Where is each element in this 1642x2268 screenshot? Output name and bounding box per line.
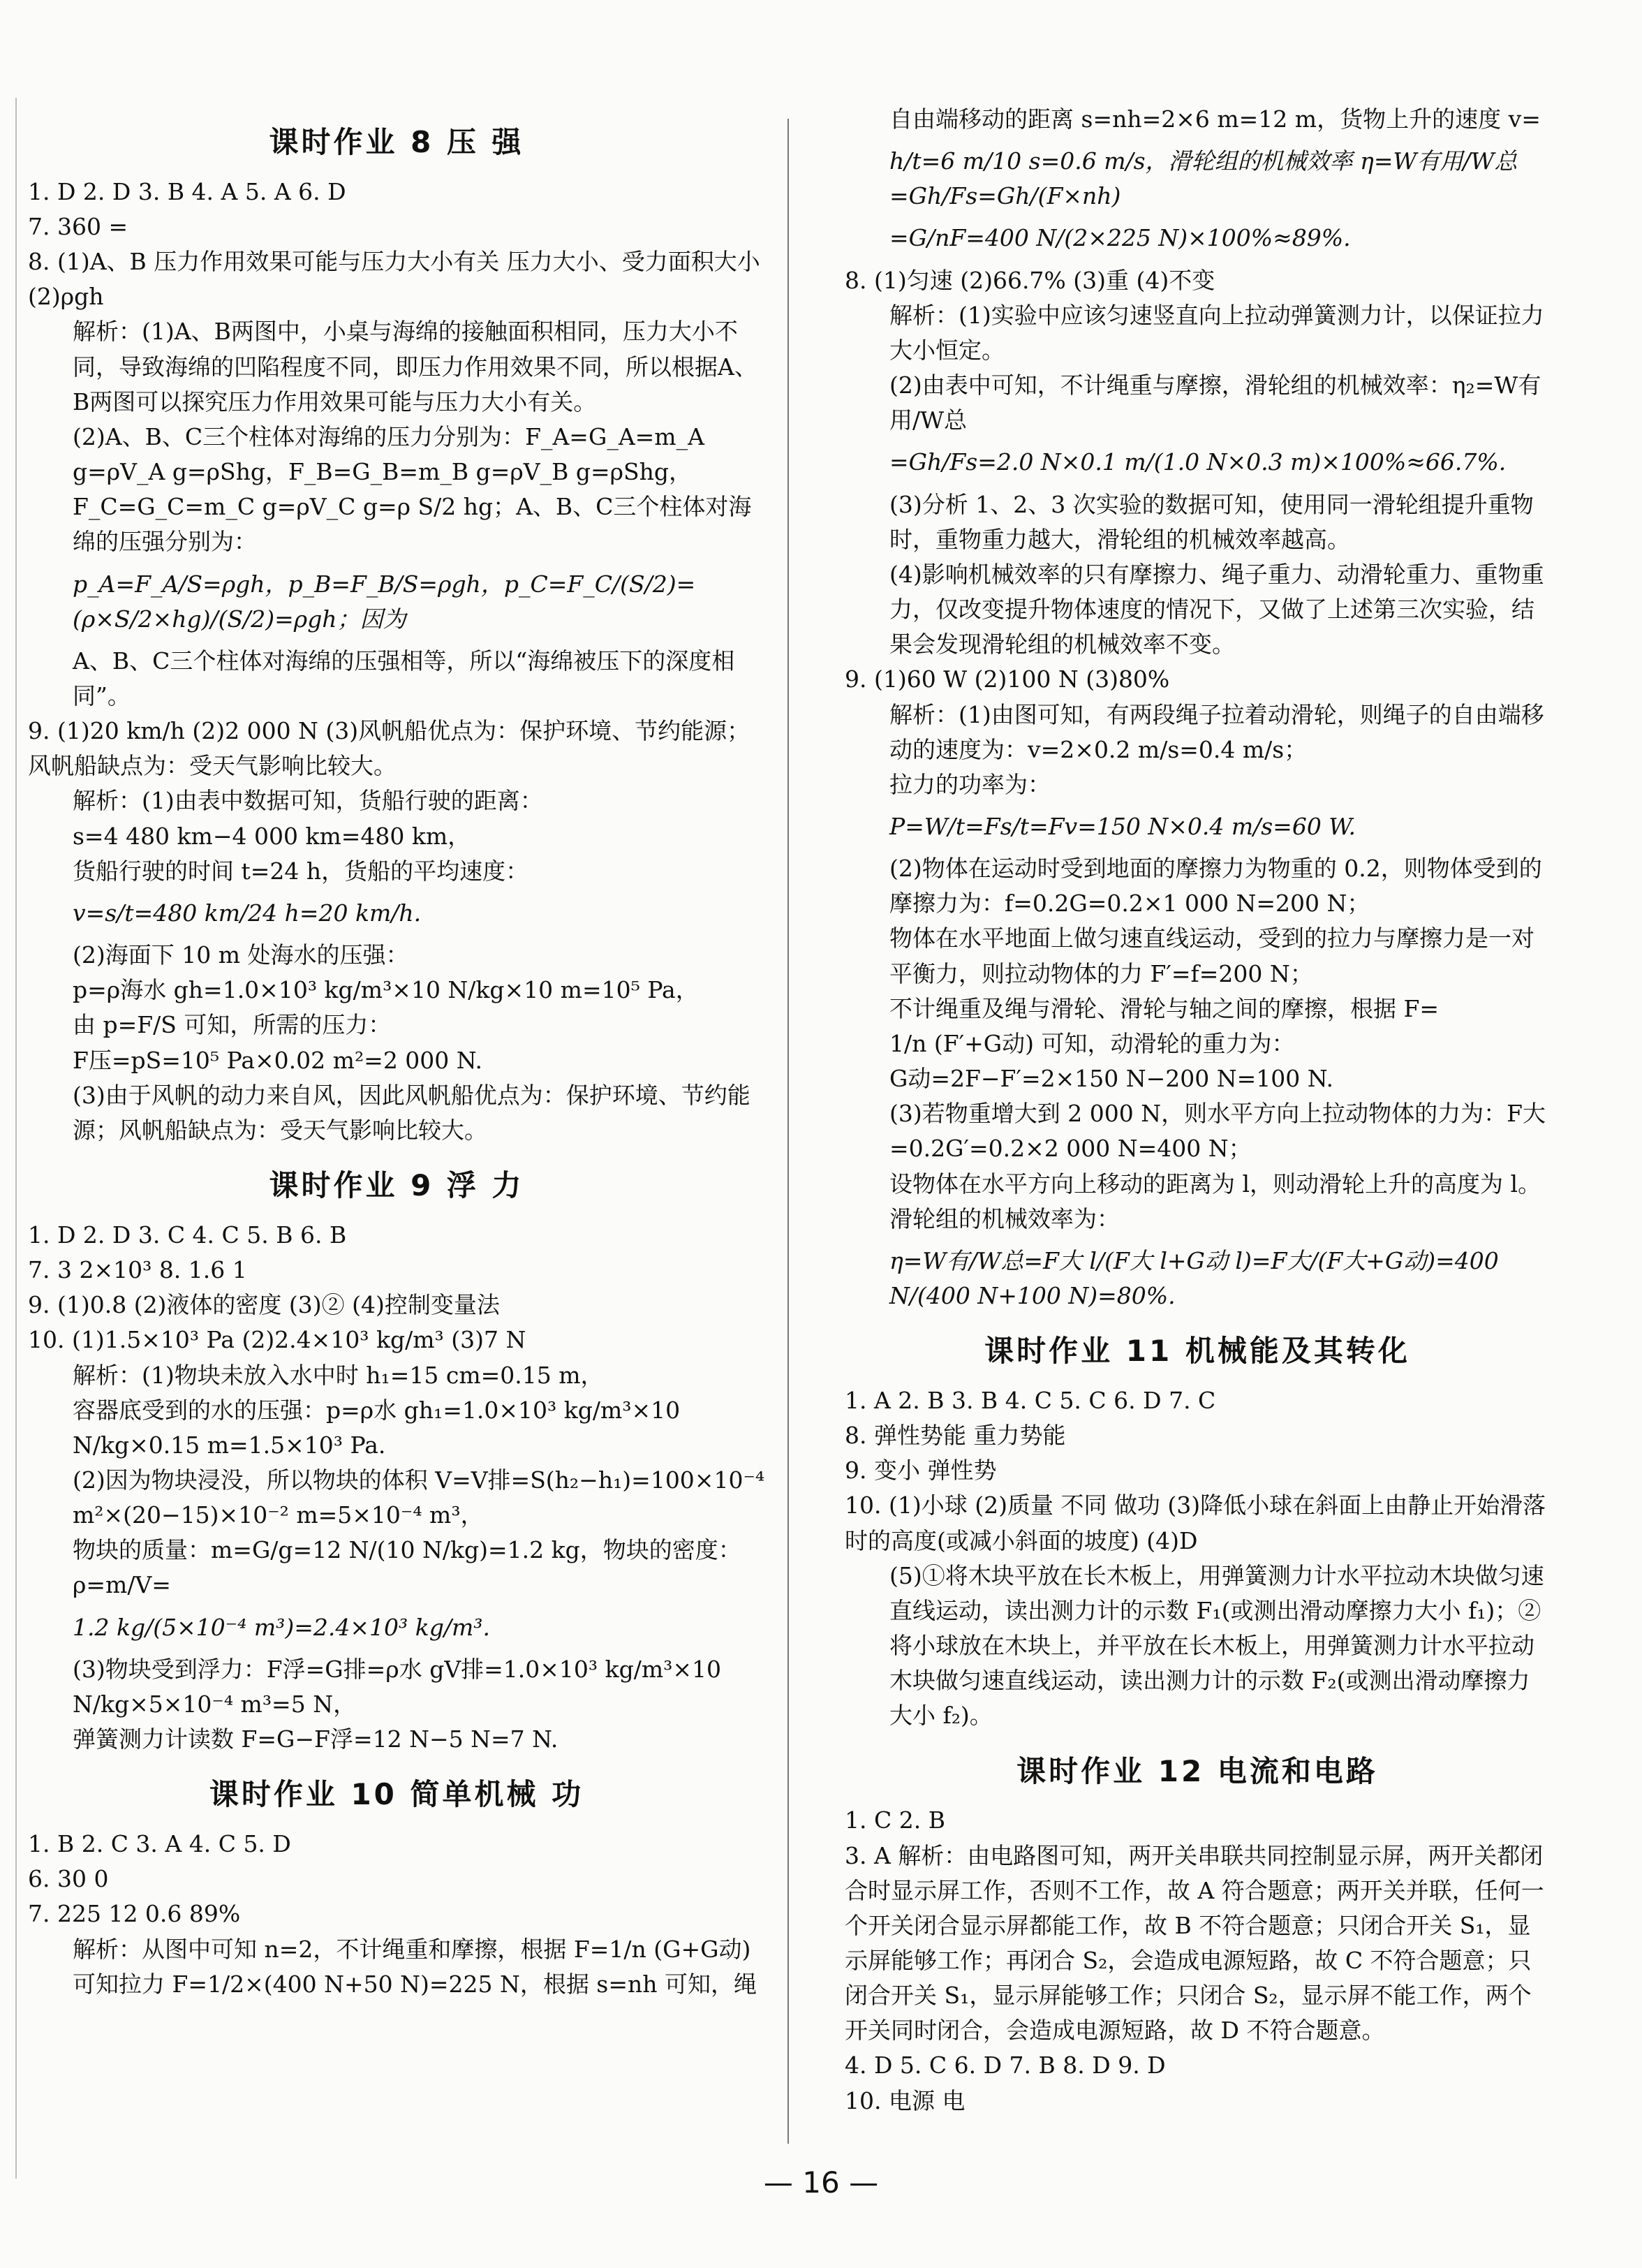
- answer-line: 1. D 2. D 3. B 4. A 5. A 6. D: [28, 177, 346, 205]
- answer-line: 7. 225 12 0.6 89%: [28, 1900, 241, 1928]
- solution-text: 解析：(1)由表中数据可知，货船行驶的距离：: [73, 787, 543, 815]
- solution-text: 解析：(1)A、B两图中，小桌与海绵的接触面积相同，压力大小不同，导致海绵的凹陷程度不同，即压力作用效果不同，所以根据A、B两图可以探究压力作用效果可能与压力大小有关。: [73, 318, 757, 415]
- solution-text: p=ρ海水 gh=1.0×10³ kg/m³×10 N/kg×10 m=10⁵ Pa，: [73, 976, 699, 1004]
- solution-text: 不计绳重及绳与滑轮、滑轮与轴之间的摩擦，根据 F=: [889, 994, 1440, 1022]
- solution-text: 由 p=F/S 可知，所需的压力：: [73, 1011, 392, 1039]
- formula-line: h/t=6 m/10 s=0.6 m/s，滑轮组的机械效率 η=W有用/W总=Gh/Fs=Gh/(F×nh): [889, 147, 1518, 210]
- solution-text: A、B、C三个柱体对海绵的压强相等，所以“海绵被压下的深度相同”。: [73, 647, 735, 710]
- solution-text: (4)影响机械效率的只有摩擦力、绳子重力、动滑轮重力、重物重力，仅改变提升物体速度的情况下，又做了上述第三次实验，结果会发现滑轮组的机械效率不变。: [889, 560, 1544, 658]
- answer-line: 7. 3 2×10³ 8. 1.6 1: [28, 1256, 247, 1284]
- right-column: [845, 102, 1550, 2119]
- solution-text: (2)因为物块浸没，所以物块的体积 V=V排=S(h₂−h₁)=100×10⁻⁴ m²×(20−15)×10⁻² m=5×10⁻⁴ m³，: [73, 1466, 765, 1529]
- formula-line: 1.2 kg/(5×10⁻⁴ m³)=2.4×10³ kg/m³.: [73, 1613, 490, 1641]
- solution-text: (2)物体在运动时受到地面的摩擦力为物重的 0.2，则物体受到的摩擦力为：f=0.2G=0.2×1 000 N=200 N；: [889, 855, 1542, 918]
- solution-text: F压=pS=10⁵ Pa×0.02 m²=2 000 N.: [73, 1046, 483, 1074]
- section-title-10: 课时作业 10 简单机械 功: [209, 1777, 584, 1812]
- answer-line: 1. A 2. B 3. B 4. C 5. C 6. D 7. C: [845, 1386, 1216, 1414]
- answer-line: 7. 360 =: [28, 212, 128, 240]
- solution-text: (3)由于风帆的动力来自风，因此风帆船优点为：保护环境、节约能源；风帆船缺点为：受天气影响比较大。: [73, 1081, 750, 1144]
- answer-line: 9. (1)0.8 (2)液体的密度 (3)② (4)控制变量法: [28, 1291, 500, 1319]
- answer-line: 8. (1)A、B 压力作用效果可能与压力大小有关 压力大小、受力面积大小 (2)ρgh: [28, 248, 760, 311]
- formula-line: p_A=F_A/S=ρgh，p_B=F_B/S=ρgh，p_C=F_C/(S/2)=(ρ×S/2×hg)/(S/2)=ρgh；因为: [73, 570, 696, 633]
- answer-line: 6. 30 0: [28, 1865, 109, 1893]
- answer-line: 10. (1)小球 (2)质量 不同 做功 (3)降低小球在斜面上由静止开始滑落时的高度(或减小斜面的坡度) (4)D: [845, 1492, 1546, 1554]
- section-title-12: 课时作业 12 电流和电路: [1016, 1753, 1378, 1788]
- answer-line: 9. 变小 弹性势: [845, 1457, 997, 1485]
- solution-text: 拉力的功率为：: [889, 770, 1051, 798]
- solution-text: (2)A、B、C三个柱体对海绵的压力分别为：F_A=G_A=m_A g=ρV_A g=ρShg，F_B=G_B=m_B g=ρV_B g=ρShg，F_C=G_C=m_C g=ρV_C g=ρ S/2 hg；A、B、C三个柱体对海绵的压强分别为：: [73, 422, 752, 556]
- formula-line: η=W有/W总=F大 l/(F大 l+G动 l)=F大/(F大+G动)=400 N/(400 N+100 N)=80%.: [889, 1246, 1499, 1309]
- solution-text: 容器底受到的水的压强：p=ρ水 gh₁=1.0×10³ kg/m³×10 N/kg×0.15 m=1.5×10³ Pa.: [73, 1396, 681, 1459]
- solution-text: (3)分析 1、2、3 次实验的数据可知，使用同一滑轮组提升重物时，重物重力越大，滑轮组的机械效率越高。: [889, 490, 1534, 553]
- answer-line: 8. 弹性势能 重力势能: [845, 1422, 1066, 1450]
- solution-text: 弹簧测力计读数 F=G−F浮=12 N−5 N=7 N.: [73, 1725, 559, 1753]
- solution-text: s=4 480 km−4 000 km=480 km，: [73, 822, 471, 850]
- section-title-9: 课时作业 9 浮 力: [269, 1168, 524, 1203]
- answer-line: 9. (1)20 km/h (2)2 000 N (3)风帆船优点为：保护环境、节约能源；风帆船缺点为：受天气影响比较大。: [28, 717, 750, 780]
- answer-line: 3. A 解析：由电路图可知，两开关串联共同控制显示屏，两开关都闭合时显示屏工作，否则不工作，故 A 符合题意；两开关并联，任何一个开关闭合显示屏都能工作，故 B 不符合题意；只闭合开关 S₁，显示屏能够工作；再闭合 S₂，会造成电源短路，故 C 不符合题意；只闭合开关 S₁，显示屏能够工作；只闭合 S₂，显示屏不能工作，两个开关同时闭合，会造成电源短路，故 D 不符合题意。: [845, 1841, 1544, 2045]
- answer-line: 1. B 2. C 3. A 4. C 5. D: [28, 1830, 291, 1858]
- solution-text: 自由端移动的距离 s=nh=2×6 m=12 m，货物上升的速度 v=: [889, 105, 1541, 133]
- formula-line: v=s/t=480 km/24 h=20 km/h.: [73, 899, 422, 927]
- solution-text: G动=2F−F′=2×150 N−200 N=100 N.: [889, 1065, 1333, 1093]
- solution-text: 物体在水平地面上做匀速直线运动，受到的拉力与摩擦力是一对平衡力，则拉动物体的力 F′=f=200 N；: [889, 925, 1534, 987]
- answer-line: 1. C 2. B: [845, 1806, 945, 1834]
- column-divider: [787, 119, 789, 2144]
- left-column: [28, 105, 765, 2002]
- formula-line: =Gh/Fs=2.0 N×0.1 m/(1.0 N×0.3 m)×100%≈66.7%.: [889, 448, 1507, 476]
- formula-line: P=W/t=Fs/t=Fv=150 N×0.4 m/s=60 W.: [889, 812, 1356, 840]
- solution-text: (5)①将木块平放在长木板上，用弹簧测力计水平拉动木块做匀速直线运动，读出测力计的示数 F₁(或测出滑动摩擦力大小 f₁)；②将小球放在木块上，并平放在长木板上，用弹簧测力计水平拉动木块做匀速直线运动，读出测力计的示数 F₂(或测出滑动摩擦力大小 f₂)。: [889, 1561, 1544, 1730]
- solution-text: (3)若物重增大到 2 000 N，则水平方向上拉动物体的力为：F大=0.2G′=0.2×2 000 N=400 N；: [889, 1100, 1546, 1163]
- answer-line: 8. (1)匀速 (2)66.7% (3)重 (4)不变: [845, 266, 1215, 294]
- solution-text: 解析：(1)由图可知，有两段绳子拉着动滑轮，则绳子的自由端移动的速度为：v=2×0.2 m/s=0.4 m/s；: [889, 700, 1544, 763]
- solution-text: 可知拉力 F=1/2×(400 N+50 N)=225 N，根据 s=nh 可知，绳: [73, 1970, 757, 1998]
- answer-line: 1. D 2. D 3. C 4. C 5. B 6. B: [28, 1221, 347, 1249]
- page-number: — 16 —: [763, 2165, 879, 2200]
- solution-text: 设物体在水平方向上移动的距离为 l，则动滑轮上升的高度为 l。滑轮组的机械效率为：: [889, 1170, 1541, 1232]
- section-title-11: 课时作业 11 机械能及其转化: [984, 1334, 1410, 1369]
- section-title-8: 课时作业 8 压 强: [269, 125, 524, 159]
- answer-line: 10. (1)1.5×10³ Pa (2)2.4×10³ kg/m³ (3)7 N: [28, 1326, 526, 1354]
- formula-line: =G/nF=400 N/(2×225 N)×100%≈89%.: [889, 224, 1351, 252]
- solution-text: 解析：(1)物块未放入水中时 h₁=15 cm=0.15 m，: [73, 1361, 604, 1389]
- answer-line: 10. 电源 电: [845, 2086, 966, 2114]
- solution-text: 物块的质量：m=G/g=12 N/(10 N/kg)=1.2 kg，物块的密度：ρ=m/V=: [73, 1536, 741, 1599]
- answer-line: 4. D 5. C 6. D 7. B 8. D 9. D: [845, 2052, 1166, 2079]
- solution-text: 货船行驶的时间 t=24 h，货船的平均速度：: [73, 857, 529, 885]
- solution-text: 解析：(1)实验中应该匀速竖直向上拉动弹簧测力计，以保证拉力大小恒定。: [889, 301, 1544, 364]
- solution-text: 1/n (F′+G动) 可知，动滑轮的重力为：: [889, 1029, 1295, 1057]
- solution-text: (2)由表中可知，不计绳重与摩擦，滑轮组的机械效率：η₂=W有用/W总: [889, 371, 1541, 434]
- solution-text: (2)海面下 10 m 处海水的压强：: [73, 941, 409, 969]
- solution-text: (3)物块受到浮力：F浮=G排=ρ水 gV排=1.0×10³ kg/m³×10 N/kg×5×10⁻⁴ m³=5 N，: [73, 1655, 722, 1718]
- page-edge-line: [15, 98, 17, 2179]
- answer-line: 9. (1)60 W (2)100 N (3)80%: [845, 665, 1170, 693]
- solution-text: 解析：从图中可知 n=2，不计绳重和摩擦，根据 F=1/n (G+G动): [73, 1935, 751, 1963]
